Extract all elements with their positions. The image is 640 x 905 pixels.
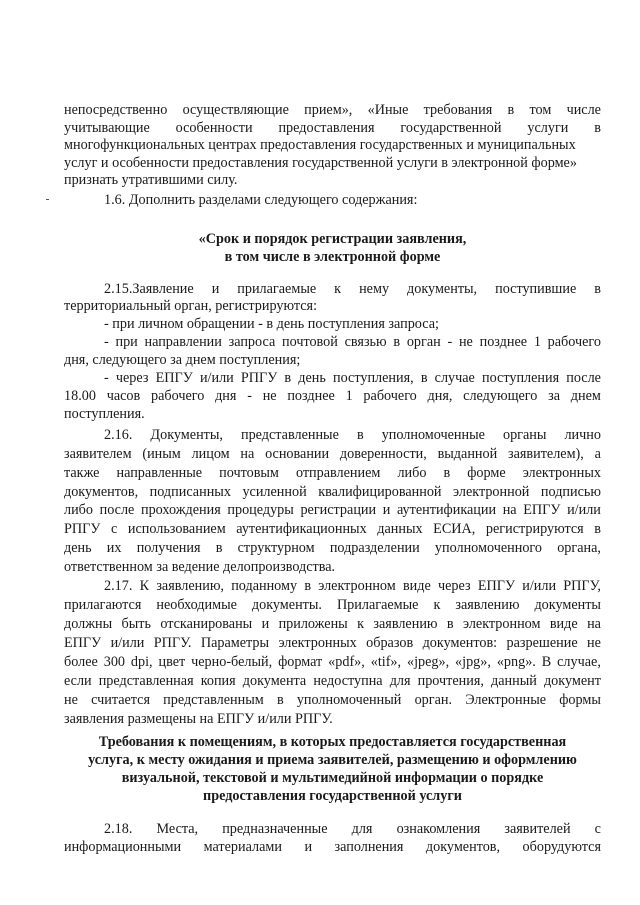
- word: позднее: [287, 388, 335, 404]
- word: оборудуются: [522, 839, 601, 855]
- word: через: [438, 578, 471, 594]
- text-line: [104, 821, 601, 837]
- word: -: [104, 334, 109, 350]
- word: позднее: [479, 334, 528, 350]
- word: подписью: [540, 484, 601, 500]
- word: орган.: [414, 692, 453, 708]
- word: получения: [136, 540, 201, 556]
- text-line: поступления.: [64, 406, 145, 422]
- word: 18.00: [64, 388, 96, 404]
- word: их: [106, 540, 122, 556]
- section-heading: услуга, к месту ожидания и приема заявителей, размещению и оформлению: [88, 752, 577, 768]
- word: 1: [533, 334, 541, 350]
- word: документов:: [422, 635, 498, 651]
- text-line: услуг и особенности предоставления государственной услуги в электронной форме»: [64, 155, 577, 171]
- word: электронном: [318, 578, 396, 594]
- word: на: [502, 502, 517, 518]
- word: данный: [491, 673, 537, 689]
- text-line: ответственном за ведение делопроизводства.: [64, 559, 336, 575]
- word: в: [284, 370, 292, 386]
- word: «jpeg»,: [406, 654, 450, 670]
- word: РПГУ,: [563, 578, 601, 594]
- word: либо: [397, 465, 427, 481]
- word: органа,: [557, 540, 601, 556]
- word: в: [304, 578, 312, 594]
- section-heading: Требования к помещениям, в которых предоставляется государственная: [98, 734, 567, 750]
- text-line: многофункциональных центрах предоставления государственных и муниципальных: [64, 137, 576, 153]
- word: непосредственно: [64, 102, 168, 118]
- text-line: признать утратившими силу.: [64, 172, 238, 188]
- word: Документы,: [150, 427, 223, 443]
- section-heading: «Срок и порядок регистрации заявления,: [198, 231, 467, 247]
- text-line: [64, 654, 601, 670]
- word: уполномоченный: [296, 692, 402, 708]
- word: -: [104, 370, 109, 386]
- word: в: [594, 521, 601, 537]
- word: доверенности,: [339, 446, 427, 462]
- word: Электронные: [465, 692, 547, 708]
- word: формат: [278, 654, 323, 670]
- word: цвет: [158, 654, 186, 670]
- word: для: [351, 821, 373, 837]
- text-line: [104, 281, 601, 297]
- word: и: [382, 502, 391, 518]
- word: электронных: [522, 465, 601, 481]
- word: почтовой: [282, 334, 338, 350]
- word: РПГУ: [240, 370, 278, 386]
- word: заявителей: [504, 821, 571, 837]
- text-line: [64, 692, 601, 708]
- section-heading: визуальной, текстовой и мультимедийной информации о порядке: [121, 770, 544, 786]
- text-line: [64, 635, 601, 651]
- word: документов,: [425, 839, 501, 855]
- word: требования: [423, 102, 493, 118]
- word: учитывающие: [64, 120, 150, 136]
- word: в: [393, 334, 401, 350]
- word: заполнения: [334, 839, 404, 855]
- word: прочтения,: [417, 673, 484, 689]
- word: использованием: [127, 521, 226, 537]
- margin-mark: [46, 199, 49, 200]
- word: подписанных: [149, 484, 231, 500]
- word: dpi,: [130, 654, 153, 670]
- word: в: [215, 540, 223, 556]
- word: либо: [64, 502, 93, 518]
- text-line: [104, 427, 601, 443]
- word: в: [594, 281, 601, 297]
- word: форме: [467, 465, 506, 481]
- word: электронных: [278, 635, 357, 651]
- text-line: [64, 616, 601, 632]
- word: документы,: [407, 281, 478, 297]
- text-line: [64, 388, 601, 404]
- word: ЕПГУ: [477, 578, 516, 594]
- word: поданному: [231, 578, 298, 594]
- word: лично: [564, 427, 601, 443]
- word: документы: [534, 597, 601, 613]
- text-line: [64, 465, 601, 481]
- word: более: [64, 654, 98, 670]
- word: виде: [402, 578, 431, 594]
- word: и: [304, 839, 313, 855]
- word: не: [587, 635, 601, 651]
- word: данных: [377, 521, 423, 537]
- word: особенности: [175, 120, 253, 136]
- word: если: [64, 673, 92, 689]
- word: осуществляющие: [182, 102, 289, 118]
- word: аутентификации: [396, 502, 497, 518]
- word: быть: [121, 616, 151, 632]
- word: необходимые: [156, 597, 237, 613]
- word: выданной: [437, 446, 498, 462]
- text-line: [64, 502, 601, 518]
- word: заявлению: [373, 616, 438, 632]
- section-heading: в том числе в электронной форме: [224, 249, 441, 265]
- word: представленным: [163, 692, 264, 708]
- word: случае,: [557, 654, 601, 670]
- word: ЕСИА,: [433, 521, 476, 537]
- word: заявителем: [64, 446, 132, 462]
- word: поступившие: [495, 281, 577, 297]
- word: к: [357, 616, 365, 632]
- word: усиленной: [242, 484, 307, 500]
- word: приложены: [278, 616, 348, 632]
- word: связью: [344, 334, 387, 350]
- text-line: [64, 540, 601, 556]
- word: материалами: [203, 839, 282, 855]
- word: отсканированы: [160, 616, 253, 632]
- word: отправлением: [295, 465, 381, 481]
- word: документов,: [64, 484, 139, 500]
- word: заявлению,: [156, 578, 224, 594]
- word: 2.17.: [104, 578, 133, 594]
- text-line: дня, следующего за днем поступления;: [64, 352, 301, 368]
- word: предоставления: [278, 120, 375, 136]
- word: «jpg»,: [455, 654, 491, 670]
- word: 2.18.: [104, 821, 133, 837]
- word: в: [594, 120, 601, 136]
- word: и/или: [110, 635, 145, 651]
- word: рабочего: [363, 388, 417, 404]
- word: электронном: [463, 616, 541, 632]
- word: органы: [502, 427, 547, 443]
- text-line: [64, 446, 601, 462]
- word: на: [240, 446, 255, 462]
- word: Места,: [156, 821, 199, 837]
- word: РПГУ.: [153, 635, 192, 651]
- word: ЕПГУ: [523, 502, 561, 518]
- word: -: [447, 334, 453, 350]
- word: «png».: [496, 654, 536, 670]
- word: К: [139, 578, 150, 594]
- word: «pdf»,: [328, 654, 365, 670]
- word: прохождения: [141, 502, 221, 518]
- word: орган: [406, 334, 441, 350]
- text-line: [104, 370, 601, 386]
- word: Параметры: [200, 635, 270, 651]
- word: рабочего: [547, 334, 601, 350]
- word: рабочего: [150, 388, 205, 404]
- word: не: [262, 388, 277, 404]
- word: к: [334, 281, 342, 297]
- word: день: [64, 540, 92, 556]
- word: за: [548, 388, 561, 404]
- word: с: [110, 521, 118, 537]
- word: направлении: [144, 334, 222, 350]
- word: на: [587, 616, 601, 632]
- word: уполномоченные: [381, 427, 485, 443]
- word: документа: [242, 673, 307, 689]
- word: в: [446, 616, 454, 632]
- word: для: [389, 673, 411, 689]
- word: днем: [570, 388, 601, 404]
- word: поступления: [482, 370, 560, 386]
- section-heading: предоставления государственной услуги: [203, 788, 462, 804]
- word: разрешение: [506, 635, 578, 651]
- word: поступления,: [333, 370, 414, 386]
- word: прилагаются: [64, 597, 142, 613]
- word: почтовым: [219, 465, 279, 481]
- word: представленная: [98, 673, 194, 689]
- word: и/или: [567, 502, 601, 518]
- word: аутентификационных: [236, 521, 367, 537]
- word: Прилагаемые: [336, 597, 419, 613]
- word: не: [64, 692, 78, 708]
- word: формы: [559, 692, 601, 708]
- word: и/или: [199, 370, 234, 386]
- word: виде: [549, 616, 578, 632]
- word: прием»,: [304, 102, 353, 118]
- word: после: [566, 370, 601, 386]
- word: и: [211, 281, 220, 297]
- word: РПГУ: [64, 521, 101, 537]
- word: дня: [215, 388, 237, 404]
- word: при: [115, 334, 138, 350]
- word: нему: [359, 281, 390, 297]
- word: направленные: [116, 465, 203, 481]
- text-line: - при личном обращении - в день поступления запроса;: [104, 316, 439, 332]
- word: в: [507, 102, 515, 118]
- word: в: [420, 370, 428, 386]
- word: и: [261, 616, 270, 632]
- word: основании: [265, 446, 330, 462]
- word: заявлению: [455, 597, 520, 613]
- word: числе: [566, 102, 601, 118]
- word: государственной: [400, 120, 502, 136]
- text-line: заявления размещены на ЕПГУ и/или РПГУ.: [64, 711, 333, 727]
- word: случае: [434, 370, 475, 386]
- word: дня,: [427, 388, 453, 404]
- word: день: [298, 370, 326, 386]
- word: предназначенные: [222, 821, 328, 837]
- word: лицом: [191, 446, 230, 462]
- word: услуги: [527, 120, 569, 136]
- word: ознакомления: [396, 821, 481, 837]
- word: считается: [91, 692, 150, 708]
- text-line: [64, 120, 601, 136]
- word: структурном: [237, 540, 315, 556]
- word: прилагаемые: [237, 281, 317, 297]
- word: к: [433, 597, 441, 613]
- word: а: [594, 446, 601, 462]
- word: образов: [366, 635, 414, 651]
- word: подразделении: [329, 540, 420, 556]
- word: электронной: [453, 484, 530, 500]
- word: недоступна: [313, 673, 383, 689]
- word: представленные: [241, 427, 339, 443]
- word: документ: [543, 673, 601, 689]
- word: 2.16.: [104, 427, 133, 443]
- word: 2.15.Заявление: [104, 281, 194, 297]
- word: «tif»,: [370, 654, 402, 670]
- word: в: [356, 427, 364, 443]
- word: через: [115, 370, 149, 386]
- word: ЕПГУ: [64, 635, 102, 651]
- text-line: [64, 484, 601, 500]
- word: с: [594, 821, 601, 837]
- text-line: [64, 839, 601, 855]
- word: В: [541, 654, 552, 670]
- word: уполномоченного: [434, 540, 542, 556]
- word: запроса: [228, 334, 276, 350]
- word: квалифицированной: [318, 484, 442, 500]
- text-line: [64, 521, 601, 537]
- word: 1: [345, 388, 353, 404]
- word: должны: [64, 616, 113, 632]
- word: копия: [200, 673, 236, 689]
- word: -: [247, 388, 252, 404]
- word: документы.: [251, 597, 322, 613]
- word: заявителем),: [507, 446, 584, 462]
- word: в: [443, 465, 451, 481]
- text-line: [64, 597, 601, 613]
- word: и/или: [522, 578, 557, 594]
- word: не: [458, 334, 473, 350]
- word: часов: [106, 388, 141, 404]
- text-line: территориальный орган, регистрируются:: [64, 298, 318, 314]
- word: том: [529, 102, 552, 118]
- word: регистрируются: [485, 521, 584, 537]
- text-line: [64, 673, 601, 689]
- text-line: [64, 102, 601, 118]
- word: информационными: [64, 839, 182, 855]
- text-line: [104, 578, 601, 594]
- word: после: [99, 502, 135, 518]
- text-line: 1.6. Дополнить разделами следующего содержания:: [104, 192, 418, 208]
- word: также: [64, 465, 100, 481]
- word: в: [276, 692, 284, 708]
- word: 300: [103, 654, 125, 670]
- word: «Иные: [367, 102, 409, 118]
- word: черно-белый,: [191, 654, 273, 670]
- word: процедуры: [227, 502, 294, 518]
- text-line: [104, 334, 601, 350]
- word: регистрации: [300, 502, 377, 518]
- word: (иным: [142, 446, 181, 462]
- word: ЕПГУ: [155, 370, 193, 386]
- word: следующего: [463, 388, 538, 404]
